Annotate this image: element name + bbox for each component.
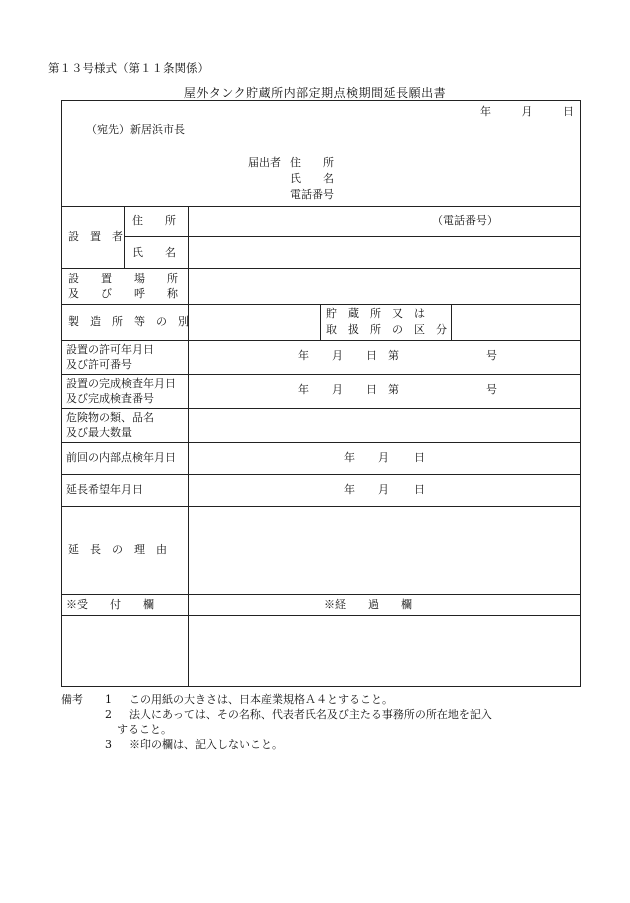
note-3: ※印の欄は、記入しないこと。 — [129, 738, 283, 751]
progress-label: ※経 過 欄 — [324, 598, 412, 611]
notes: 備考 1 この用紙の大きさは、日本産業規格Ａ４とすること。 2 法人にあっては、その名称、代表者氏名及び主たる事務所の所在地を記入 すること。 3 ※印の欄は、記入しないこと。 — [61, 693, 492, 751]
completion-label-line2: 及び完成検査番号 — [66, 392, 154, 405]
last-inspection-label: 前回の内部点検年月日 — [66, 451, 176, 464]
location-label-line1: 設 置 場 所 — [68, 272, 178, 285]
date-line: 年 月 日 — [480, 105, 574, 118]
permit-label-line1: 設置の許可年月日 — [66, 343, 154, 356]
application-form-table: 年 月 日 （宛先）新居浜市長 届出者 住 所 氏 名 電話番号 設 置 者 住 所 （電話番号） 氏 名 設 置 場 所 及 び 呼 称 製 造 所 等 の 別 貯 蔵 所 又 は 取 扱 所 の 区 分 設置の許可年月日 及び許可番号 年 月 日 第 号 設置の完成検査年月日 及び完成検査番号 年 月 日 第 号 危険物の類、品名 及び最大数量 前回の内部点検年月日 年 月 日 延長希望年月日 年 月 日 延 長 の 理 由 ※受 付 欄 ※経 過 欄 — [61, 100, 581, 687]
notes-label: 備考 — [61, 693, 83, 706]
storage-class-label-line1: 貯 蔵 所 又 は — [326, 307, 425, 320]
storage-class-label-line2: 取 扱 所 の 区 分 — [326, 323, 447, 336]
note-1: この用紙の大きさは、日本産業規格Ａ４とすること。 — [129, 693, 393, 706]
notifier-address-label: 住 所 — [290, 156, 334, 169]
facility-type-label: 製 造 所 等 の 別 — [68, 315, 189, 328]
form-number: 第１３号様式（第１１条関係） — [48, 61, 209, 75]
notifier-label: 届出者 — [248, 156, 281, 169]
installer-name-label: 氏 名 — [132, 246, 176, 259]
notifier-phone-label: 電話番号 — [290, 188, 334, 201]
notifier-name-label: 氏 名 — [290, 172, 334, 185]
note-2-continued: すること。 — [117, 723, 172, 736]
installer-address-label: 住 所 — [132, 214, 176, 227]
hazmat-label-line2: 及び最大数量 — [66, 426, 132, 439]
reception-label: ※受 付 欄 — [66, 598, 154, 611]
completion-label-line1: 設置の完成検査年月日 — [66, 377, 176, 390]
reason-label: 延 長 の 理 由 — [68, 543, 167, 556]
form-title: 屋外タンク貯蔵所内部定期点検期間延長願出書 — [183, 86, 447, 100]
extension-date-label: 延長希望年月日 — [66, 483, 143, 496]
installer-label: 設 置 者 — [68, 230, 123, 243]
addressee: （宛先）新居浜市長 — [86, 123, 185, 136]
installer-phone-label: （電話番号） — [432, 214, 498, 227]
location-label-line2: 及 び 呼 称 — [68, 287, 178, 300]
hazmat-label-line1: 危険物の類、品名 — [66, 411, 154, 424]
note-2: 法人にあっては、その名称、代表者氏名及び主たる事務所の所在地を記入 — [129, 708, 492, 721]
permit-label-line2: 及び許可番号 — [66, 358, 132, 371]
